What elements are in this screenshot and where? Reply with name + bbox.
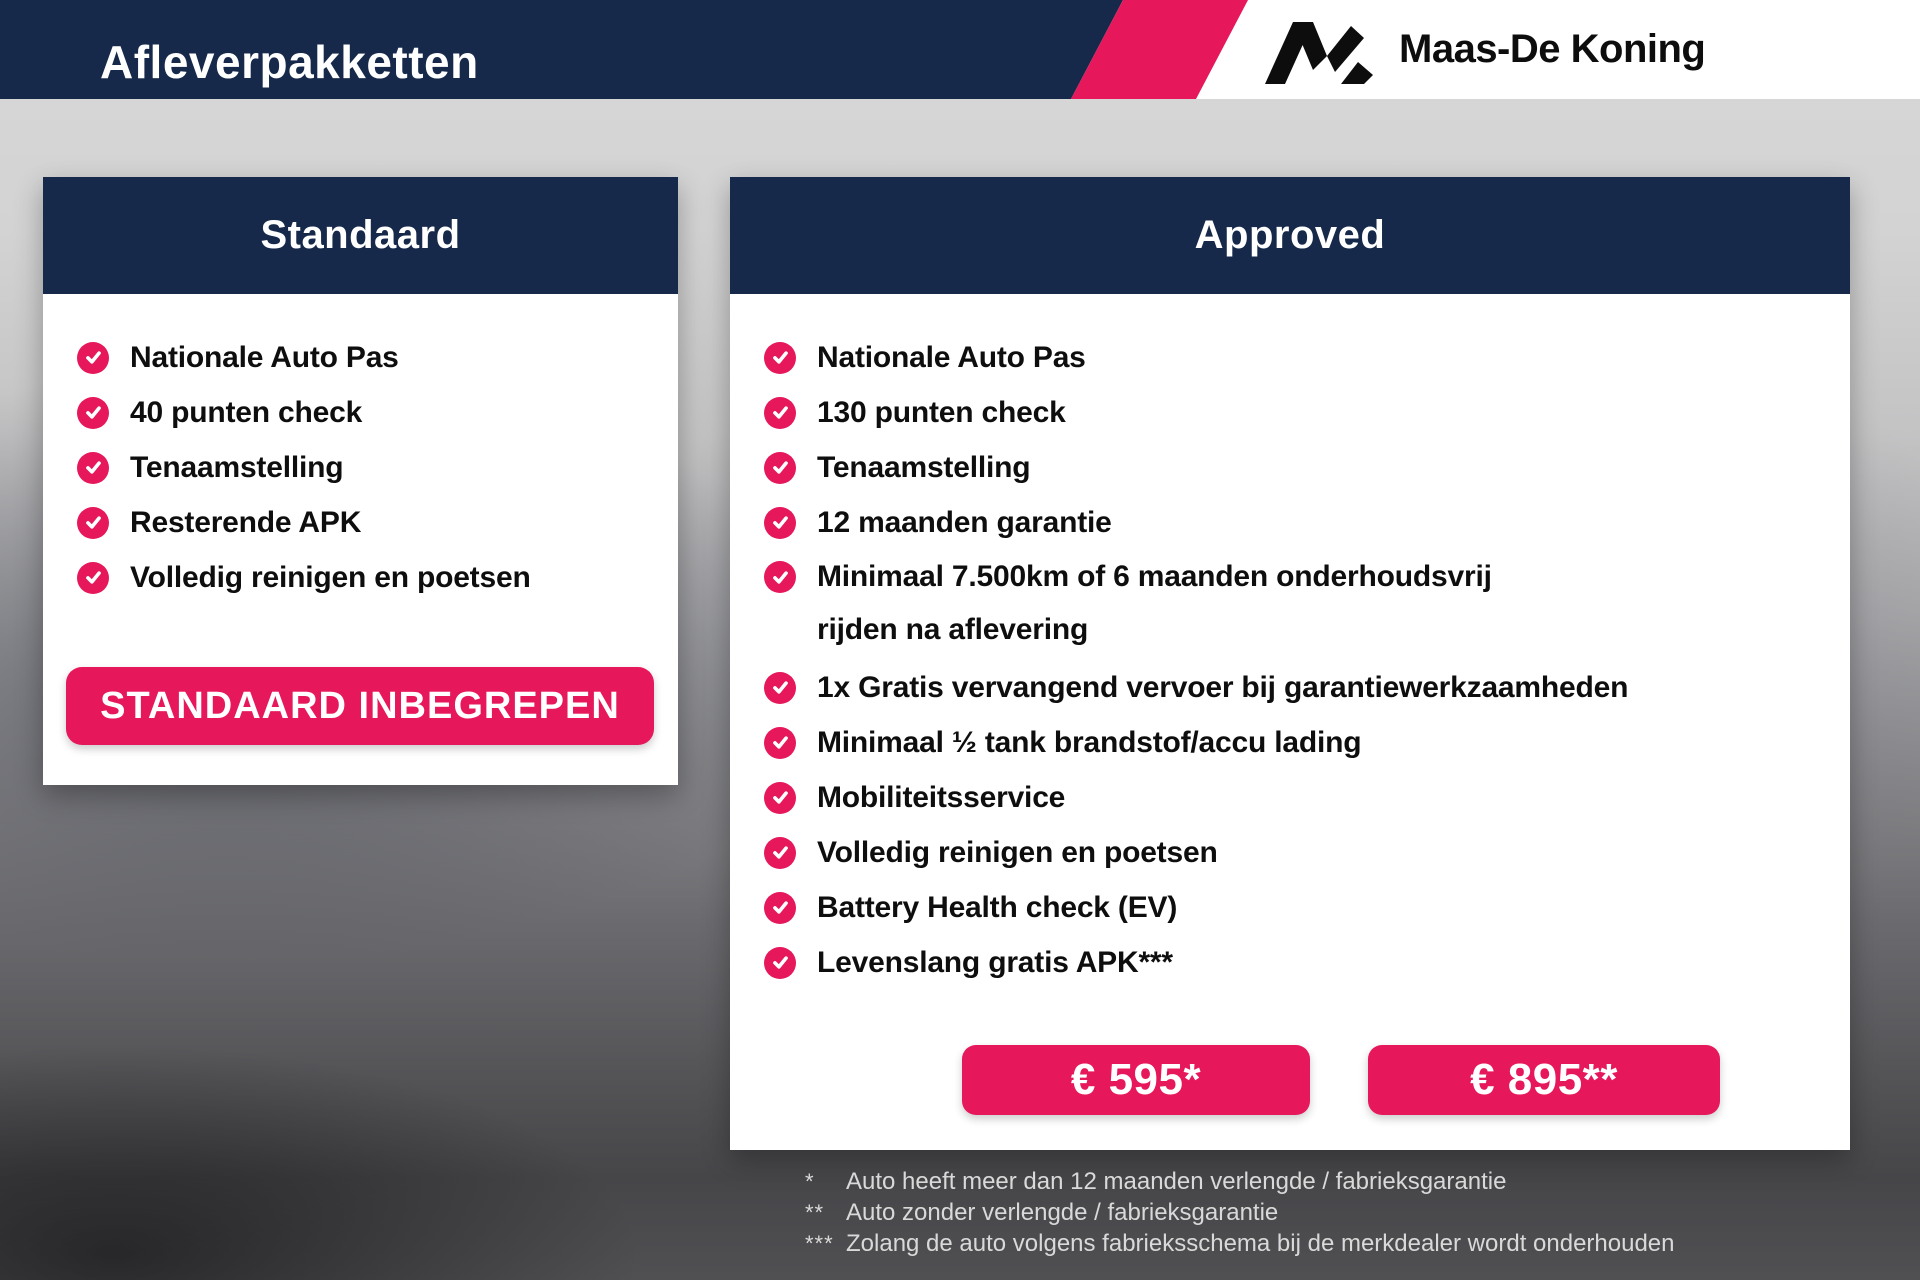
check-icon: [764, 727, 796, 759]
list-item-label: 12 maanden garantie: [817, 505, 1112, 539]
list-item-label: Tenaamstelling: [817, 450, 1031, 484]
check-icon: [764, 507, 796, 539]
list-item-label: Volledig reinigen en poetsen: [130, 560, 531, 594]
list-item: [764, 880, 1850, 935]
price-595-button[interactable]: € 595*: [962, 1045, 1310, 1115]
check-icon: [764, 892, 796, 924]
list-item: [77, 330, 678, 385]
card-approved: [730, 177, 1850, 1150]
list-item-label: 1x Gratis vervangend vervoer bij garantiewerkzaamheden: [817, 670, 1629, 704]
list-item-label: [817, 550, 1492, 656]
footnote-text: Zolang de auto volgens fabrieksschema bij de merkdealer wordt onderhouden: [846, 1230, 1675, 1257]
list-item-label: Battery Health check (EV): [817, 890, 1178, 924]
list-item: [764, 550, 1850, 660]
list-item: [764, 935, 1850, 990]
list-item-label: Nationale Auto Pas: [130, 340, 399, 374]
list-item-label: 130 punten check: [817, 395, 1066, 429]
check-icon: [764, 452, 796, 484]
price-895-button[interactable]: € 895**: [1368, 1045, 1720, 1115]
footnote: [805, 1166, 1675, 1197]
list-item: [77, 495, 678, 550]
card-standaard: [43, 177, 678, 785]
card-approved-title: Approved: [1194, 213, 1386, 257]
check-icon: [764, 782, 796, 814]
brand: [1263, 0, 1705, 99]
footnote: [805, 1228, 1675, 1259]
list-item-label: 40 punten check: [130, 395, 363, 429]
check-icon: [77, 507, 109, 539]
standaard-inbegrepen-button[interactable]: STANDAARD INBEGREPEN: [66, 667, 654, 745]
list-item: [77, 550, 678, 605]
card-standaard-title: Standaard: [260, 213, 461, 257]
footnote: [805, 1197, 1675, 1228]
list-item-label: Levenslang gratis APK***: [817, 945, 1173, 979]
list-item: [764, 440, 1850, 495]
check-icon: [77, 342, 109, 374]
header-bar: [0, 0, 1920, 99]
check-icon: [764, 672, 796, 704]
list-item: [764, 770, 1850, 825]
brand-name: Maas-De Koning: [1399, 27, 1706, 71]
list-item: [764, 660, 1850, 715]
list-item-label: Mobiliteitsservice: [817, 780, 1066, 814]
list-item: [764, 715, 1850, 770]
check-icon: [77, 562, 109, 594]
list-item: [77, 385, 678, 440]
check-icon: [764, 561, 796, 593]
check-icon: [77, 397, 109, 429]
list-item-line1: Minimaal 7.500km of 6 maanden onderhoudsvrij: [817, 560, 1492, 593]
check-icon: [764, 397, 796, 429]
footnote-text: Auto zonder verlengde / fabrieksgarantie: [846, 1199, 1279, 1226]
check-icon: [77, 452, 109, 484]
footnote-text: Auto heeft meer dan 12 maanden verlengde / fabrieksgarantie: [846, 1168, 1507, 1195]
footnote-marker: *: [805, 1169, 815, 1194]
list-item-label: Minimaal ½ tank brandstof/accu lading: [817, 725, 1362, 759]
maas-de-koning-logo-icon: [1263, 20, 1375, 84]
check-icon: [764, 947, 796, 979]
approved-feature-list: [730, 294, 1850, 990]
list-item: [764, 385, 1850, 440]
list-item-line2: rijden na aflevering: [817, 613, 1089, 646]
footnotes: [805, 1166, 1675, 1259]
list-item-label: Resterende APK: [130, 505, 362, 539]
page-title: Afleverpakketten: [100, 35, 479, 88]
footnote-marker: **: [805, 1200, 825, 1225]
standaard-feature-list: [43, 294, 678, 605]
card-approved-header: [730, 177, 1850, 294]
footnote-marker: ***: [805, 1231, 834, 1256]
check-icon: [764, 342, 796, 374]
list-item: [77, 440, 678, 495]
list-item-label: Volledig reinigen en poetsen: [817, 835, 1218, 869]
check-icon: [764, 837, 796, 869]
list-item: [764, 495, 1850, 550]
card-standaard-header: [43, 177, 678, 294]
list-item-label: Tenaamstelling: [130, 450, 344, 484]
list-item-label: Nationale Auto Pas: [817, 340, 1086, 374]
list-item: [764, 330, 1850, 385]
list-item: [764, 825, 1850, 880]
